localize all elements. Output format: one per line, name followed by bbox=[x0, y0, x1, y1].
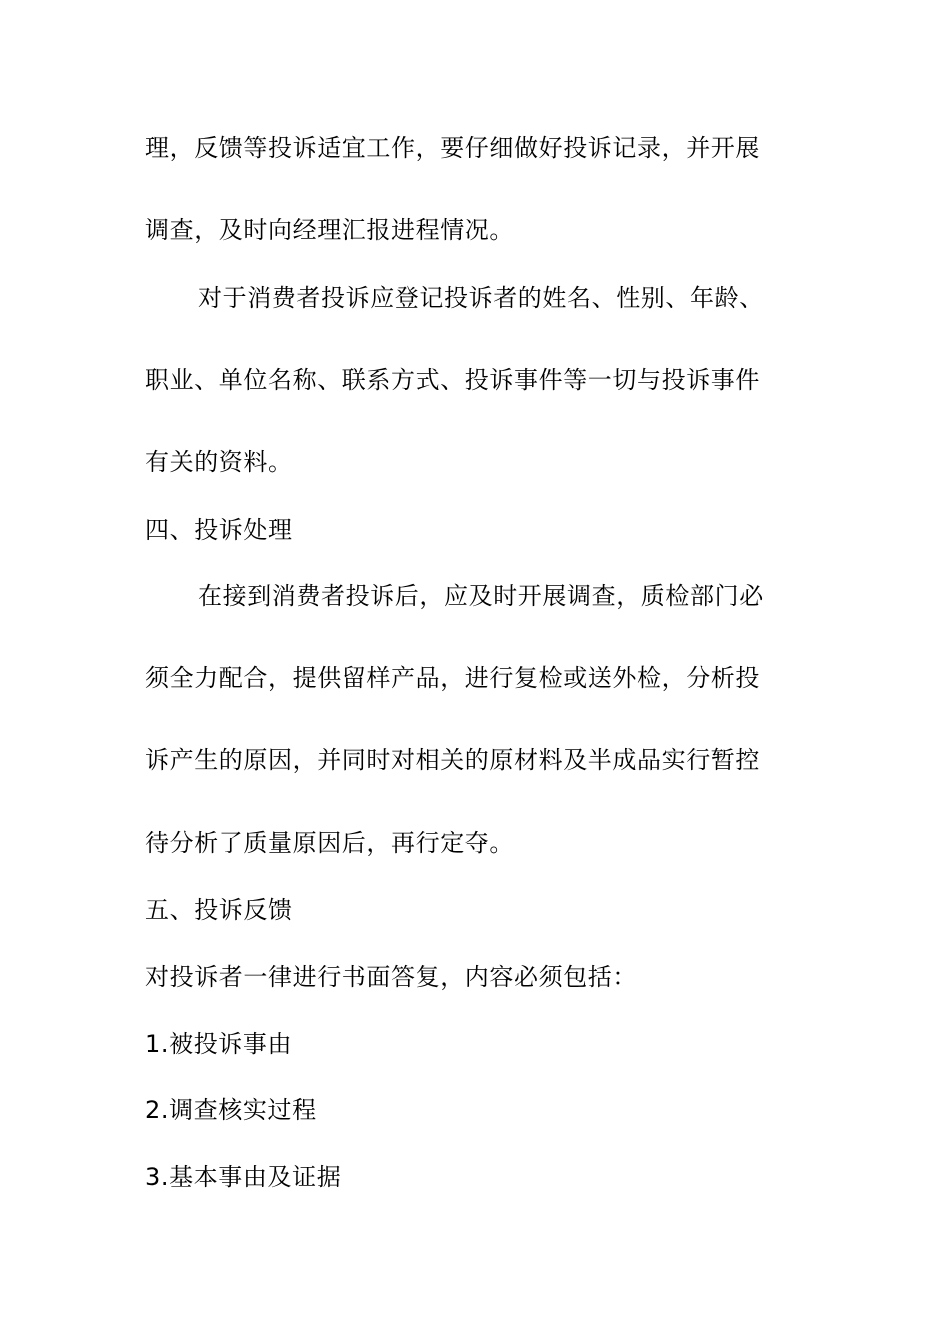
list-item: 3.基本事由及证据 bbox=[145, 1163, 342, 1191]
paragraph-line: 调查，及时向经理汇报进程情况。 bbox=[145, 216, 514, 244]
paragraph-line: 诉产生的原因，并同时对相关的原材料及半成品实行暂控 bbox=[145, 746, 760, 774]
paragraph-line: 对于消费者投诉应登记投诉者的姓名、性别、年龄、 bbox=[198, 284, 764, 312]
paragraph-line: 有关的资料。 bbox=[145, 448, 293, 476]
paragraph-line: 理，反馈等投诉适宜工作，要仔细做好投诉记录，并开展 bbox=[145, 134, 760, 162]
paragraph-line: 在接到消费者投诉后，应及时开展调查，质检部门必 bbox=[198, 582, 764, 610]
paragraph-line: 职业、单位名称、联系方式、投诉事件等一切与投诉事件 bbox=[145, 366, 760, 394]
paragraph-line: 须全力配合，提供留样产品，进行复检或送外检，分析投 bbox=[145, 664, 760, 692]
list-item: 2.调查核实过程 bbox=[145, 1096, 317, 1124]
section-heading: 四、投诉处理 bbox=[145, 516, 293, 544]
list-item: 1.被投诉事由 bbox=[145, 1030, 293, 1058]
paragraph-line: 对投诉者一律进行书面答复，内容必须包括： bbox=[145, 963, 637, 991]
paragraph-line: 待分析了质量原因后，再行定夺。 bbox=[145, 829, 514, 857]
section-heading: 五、投诉反馈 bbox=[145, 896, 293, 924]
